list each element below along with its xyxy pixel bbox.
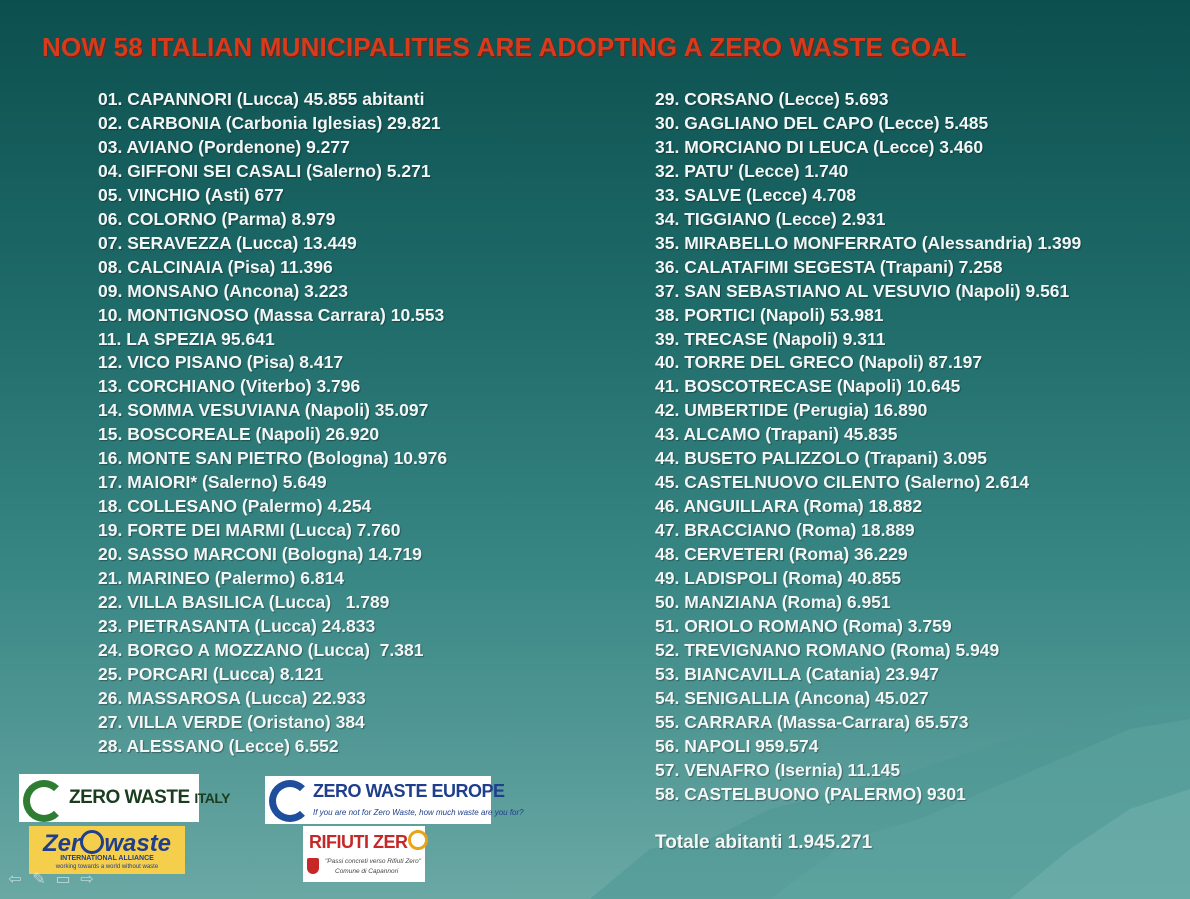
total-inhabitants: Totale abitanti 1.945.271: [655, 832, 873, 853]
municipality-item: 45. CASTELNUOVO CILENTO (Salerno) 2.614: [655, 472, 1030, 493]
municipality-item: 17. MAIORI* (Salerno) 5.649: [98, 472, 327, 493]
zero-waste-europe-logo: [265, 776, 524, 824]
municipality-item: 38. PORTICI (Napoli) 53.981: [655, 304, 884, 325]
municipality-item: 05. VINCHIO (Asti) 677: [98, 184, 284, 205]
municipality-item: 07. SERAVEZZA (Lucca) 13.449: [98, 232, 357, 253]
municipality-item: 57. VENAFRO (Isernia) 11.145: [655, 759, 901, 780]
slide-title: NOW 58 ITALIAN MUNICIPALITIES ARE ADOPTING A ZERO WASTE GOAL: [42, 32, 967, 62]
municipality-item: 36. CALATAFIMI SEGESTA (Trapani) 7.258: [655, 256, 1003, 277]
municipality-item: 43. ALCAMO (Trapani) 45.835: [655, 424, 898, 445]
logo-text: ZERO WASTE: [69, 787, 190, 808]
globe-icon: [80, 830, 104, 854]
municipality-item: 34. TIGGIANO (Lecce) 2.931: [655, 208, 886, 229]
pen-icon[interactable]: ✎: [32, 871, 46, 888]
municipality-item: 20. SASSO MARCONI (Bologna) 14.719: [98, 544, 422, 565]
municipality-list-left: [98, 88, 447, 759]
municipality-item: 10. MONTIGNOSO (Massa Carrara) 10.553: [98, 304, 445, 325]
municipality-item: 13. CORCHIANO (Viterbo) 3.796: [98, 376, 361, 397]
logo-tagline: If you are not for Zero Waste, how much waste are you for?: [313, 808, 524, 817]
logo-text-right: waste: [104, 830, 172, 857]
logo-sub: INTERNATIONAL ALLIANCE: [60, 855, 154, 862]
municipality-item: 46. ANGUILLARA (Roma) 18.882: [655, 496, 923, 517]
municipality-item: 29. CORSANO (Lecce) 5.693: [655, 89, 889, 109]
municipality-item: 30. GAGLIANO DEL CAPO (Lecce) 5.485: [655, 112, 989, 133]
municipality-item: 44. BUSETO PALIZZOLO (Trapani) 3.095: [655, 448, 987, 469]
municipality-item: 52. TREVIGNANO ROMANO (Roma) 5.949: [655, 639, 1000, 660]
municipality-item: 01. CAPANNORI (Lucca) 45.855 abitanti: [98, 89, 425, 109]
logo-text-left: Zer: [42, 830, 81, 857]
municipality-item: 48. CERVETERI (Roma) 36.229: [655, 544, 908, 565]
rifiuti-zero-logo: [303, 826, 425, 882]
zero-waste-italy-logo: [19, 774, 231, 822]
recycle-circle-icon: [408, 830, 428, 850]
municipality-item: 06. COLORNO (Parma) 8.979: [98, 208, 336, 229]
municipality-item: 25. PORCARI (Lucca) 8.121: [98, 663, 324, 684]
municipality-item: 14. SOMMA VESUVIANA (Napoli) 35.097: [98, 400, 429, 421]
next-slide-icon[interactable]: ⇨: [80, 871, 94, 888]
municipality-item: 33. SALVE (Lecce) 4.708: [655, 184, 857, 205]
logo-sub2: Comune di Capannori: [335, 868, 399, 875]
municipality-item: 58. CASTELBUONO (PALERMO) 9301: [655, 783, 966, 804]
municipality-item: 08. CALCINAIA (Pisa) 11.396: [98, 256, 333, 277]
menu-icon[interactable]: ▭: [55, 871, 71, 888]
municipality-item: 53. BIANCAVILLA (Catania) 23.947: [655, 663, 939, 684]
municipality-item: 54. SENIGALLIA (Ancona) 45.027: [655, 687, 929, 708]
municipality-item: 56. NAPOLI 959.574: [655, 735, 819, 756]
municipality-item: 39. TRECASE (Napoli) 9.311: [655, 328, 886, 349]
slide-navigation: [6, 871, 96, 889]
municipality-item: 27. VILLA VERDE (Oristano) 384: [98, 711, 365, 732]
municipal-crest-icon: [307, 858, 319, 874]
municipality-item: 35. MIRABELLO MONFERRATO (Alessandria) 1.399: [655, 232, 1082, 253]
municipality-item: 40. TORRE DEL GRECO (Napoli) 87.197: [655, 352, 983, 373]
municipality-item: 32. PATU' (Lecce) 1.740: [655, 160, 849, 181]
municipality-item: 31. MORCIANO DI LEUCA (Lecce) 3.460: [655, 136, 984, 157]
municipality-item: 12. VICO PISANO (Pisa) 8.417: [98, 352, 344, 373]
municipality-item: 42. UMBERTIDE (Perugia) 16.890: [655, 400, 928, 421]
municipality-item: 19. FORTE DEI MARMI (Lucca) 7.760: [98, 520, 401, 541]
municipality-item: 24. BORGO A MOZZANO (Lucca) 7.381: [98, 639, 424, 660]
municipality-item: 11. LA SPEZIA 95.641: [98, 328, 275, 349]
municipality-item: 22. VILLA BASILICA (Lucca) 1.789: [98, 592, 390, 613]
municipality-item: 26. MASSAROSA (Lucca) 22.933: [98, 687, 366, 708]
municipality-item: 37. SAN SEBASTIANO AL VESUVIO (Napoli) 9.561: [655, 280, 1070, 301]
logo-tagline: working towards a world without waste: [55, 864, 159, 870]
municipality-item: 28. ALESSANO (Lecce) 6.552: [98, 735, 339, 756]
municipality-item: 50. MANZIANA (Roma) 6.951: [655, 592, 891, 613]
municipality-item: 04. GIFFONI SEI CASALI (Salerno) 5.271: [98, 160, 431, 181]
municipality-item: 16. MONTE SAN PIETRO (Bologna) 10.976: [98, 448, 448, 469]
municipality-item: 09. MONSANO (Ancona) 3.223: [98, 280, 348, 301]
logo-suffix: ITALY: [194, 790, 231, 806]
blue-ring-icon: [269, 780, 311, 822]
green-ring-icon: [23, 780, 65, 822]
municipality-list-right: [655, 88, 1081, 807]
municipality-item: 02. CARBONIA (Carbonia Iglesias) 29.821: [98, 112, 441, 133]
municipality-item: 03. AVIANO (Pordenone) 9.277: [98, 136, 350, 157]
municipality-item: 55. CARRARA (Massa-Carrara) 65.573: [655, 711, 969, 732]
municipality-item: 49. LADISPOLI (Roma) 40.855: [655, 568, 902, 589]
municipality-item: 41. BOSCOTRECASE (Napoli) 10.645: [655, 376, 961, 397]
municipality-item: 47. BRACCIANO (Roma) 18.889: [655, 520, 915, 541]
previous-slide-icon[interactable]: ⇦: [8, 871, 22, 888]
municipality-item: 18. COLLESANO (Palermo) 4.254: [98, 496, 372, 517]
municipality-item: 23. PIETRASANTA (Lucca) 24.833: [98, 615, 376, 636]
municipality-item: 21. MARINEO (Palermo) 6.814: [98, 568, 345, 589]
logo-text: RIFIUTI ZER: [309, 832, 408, 852]
logo-sub: "Passi concreti verso Rifiuti Zero": [325, 858, 422, 865]
zero-waste-international-logo: [29, 826, 185, 874]
municipality-item: 15. BOSCOREALE (Napoli) 26.920: [98, 424, 380, 445]
municipality-item: 51. ORIOLO ROMANO (Roma) 3.759: [655, 615, 952, 636]
logo-text: ZERO WASTE EUROPE: [313, 781, 505, 801]
